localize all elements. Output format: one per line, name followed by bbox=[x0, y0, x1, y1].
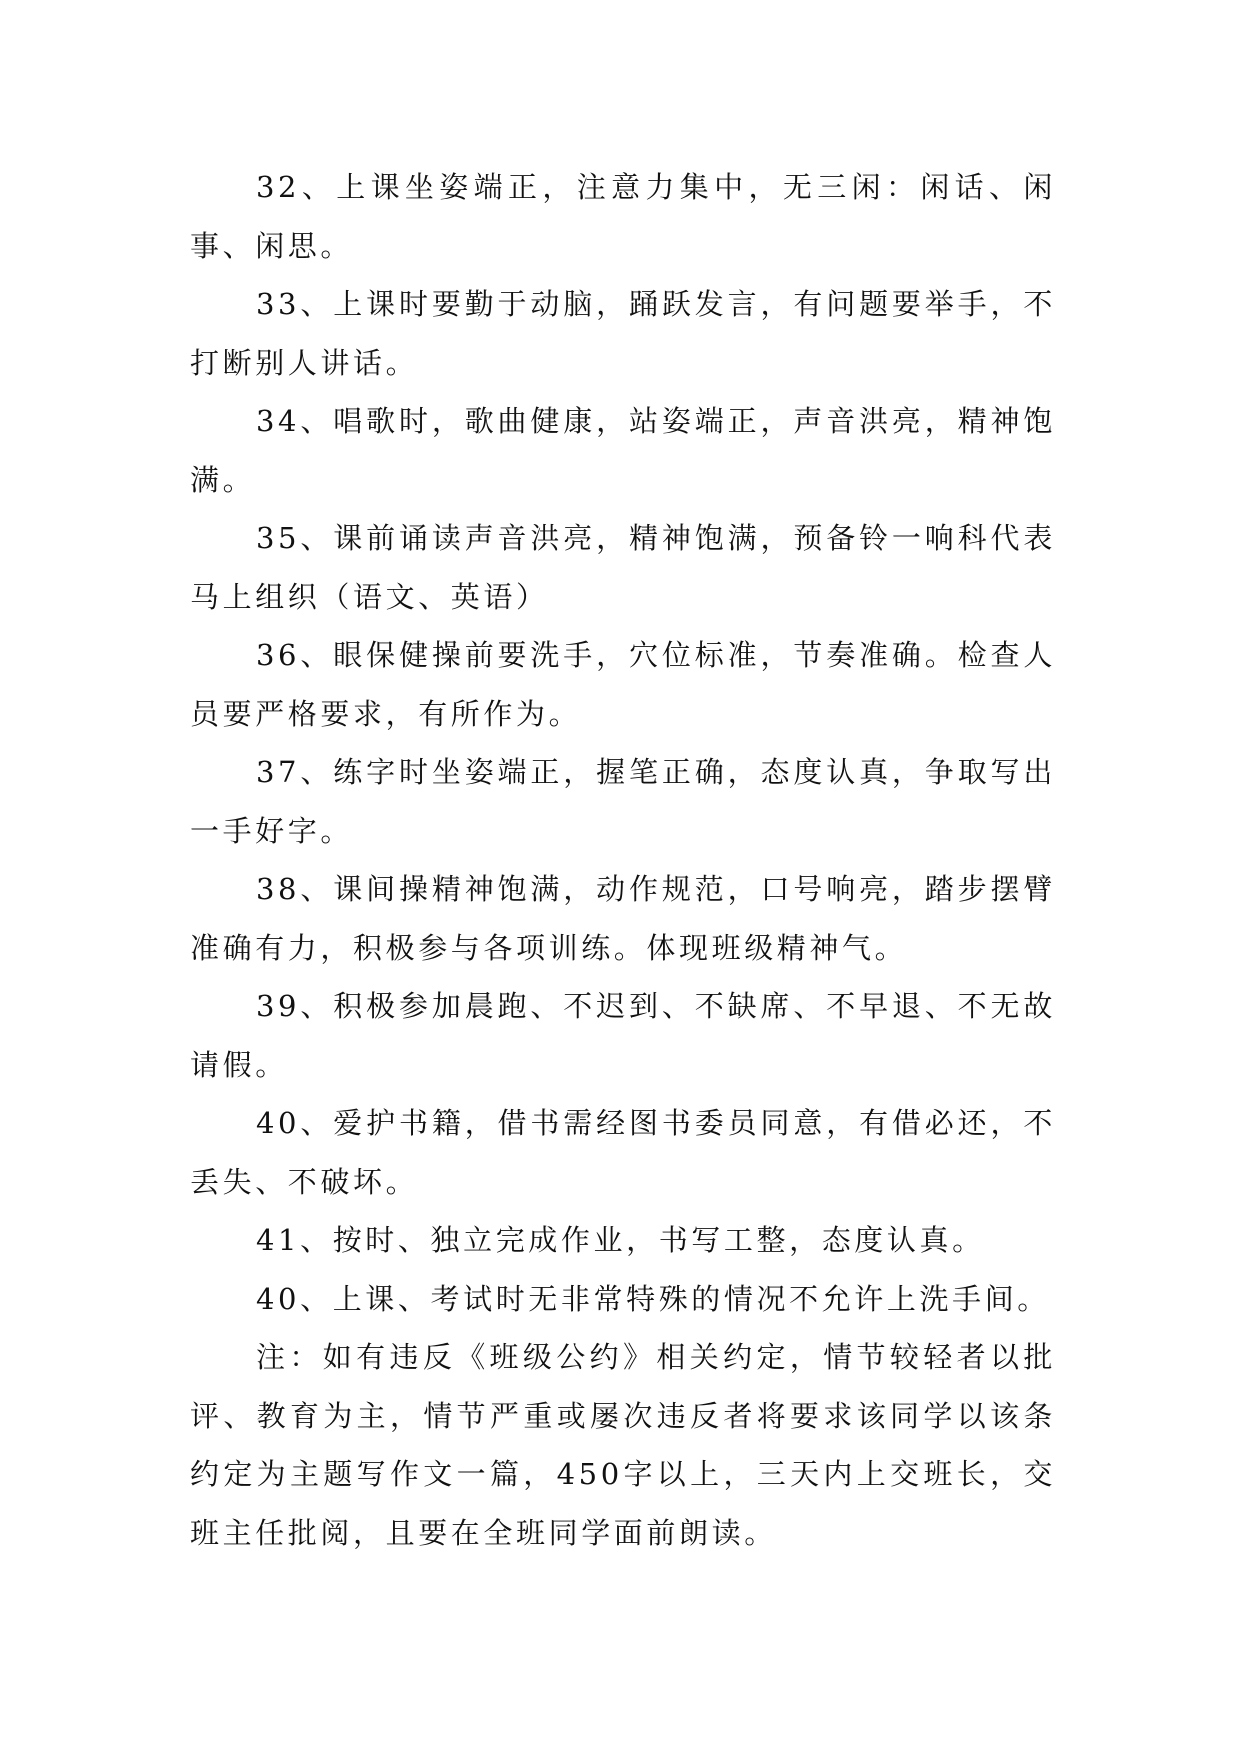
rule-40: 40、爱护书籍，借书需经图书委员同意，有借必还，不丢失、不破坏。 bbox=[190, 1106, 1056, 1199]
rule-39: 39、积极参加晨跑、不迟到、不缺席、不早退、不无故请假。 bbox=[190, 989, 1056, 1082]
rule-32: 32、上课坐姿端正，注意力集中，无三闲：闲话、闲事、闲思。 bbox=[190, 170, 1056, 263]
rule-41: 41、按时、独立完成作业，书写工整，态度认真。 bbox=[256, 1223, 985, 1257]
rule-40-restroom: 40、上课、考试时无非常特殊的情况不允许上洗手间。 bbox=[256, 1281, 1050, 1316]
document-body bbox=[190, 158, 1056, 1562]
note-paragraph: 注：如有违反《班级公约》相关约定，情节较轻者以批评、教育为主，情节严重或屡次违反者将要求该同学以该条约定为主题写作文一篇，450字以上，三天内上交班长，交班主任批阅，且要在全班同学面前朗读。 bbox=[190, 1340, 1056, 1550]
rule-34: 34、唱歌时，歌曲健康，站姿端正，声音洪亮，精神饱满。 bbox=[190, 404, 1056, 497]
rule-37: 37、练字时坐姿端正，握笔正确，态度认真，争取写出一手好字。 bbox=[190, 755, 1056, 848]
rule-36: 36、眼保健操前要洗手，穴位标准，节奏准确。检查人员要严格要求，有所作为。 bbox=[190, 638, 1056, 731]
rule-35: 35、课前诵读声音洪亮，精神饱满，预备铃一响科代表马上组织（语文、英语） bbox=[190, 521, 1056, 614]
rule-38: 38、课间操精神饱满，动作规范，口号响亮，踏步摆臂准确有力，积极参与各项训练。体现班级精神气。 bbox=[190, 872, 1056, 965]
rule-33: 33、上课时要勤于动脑，踊跃发言，有问题要举手，不打断别人讲话。 bbox=[190, 287, 1056, 380]
